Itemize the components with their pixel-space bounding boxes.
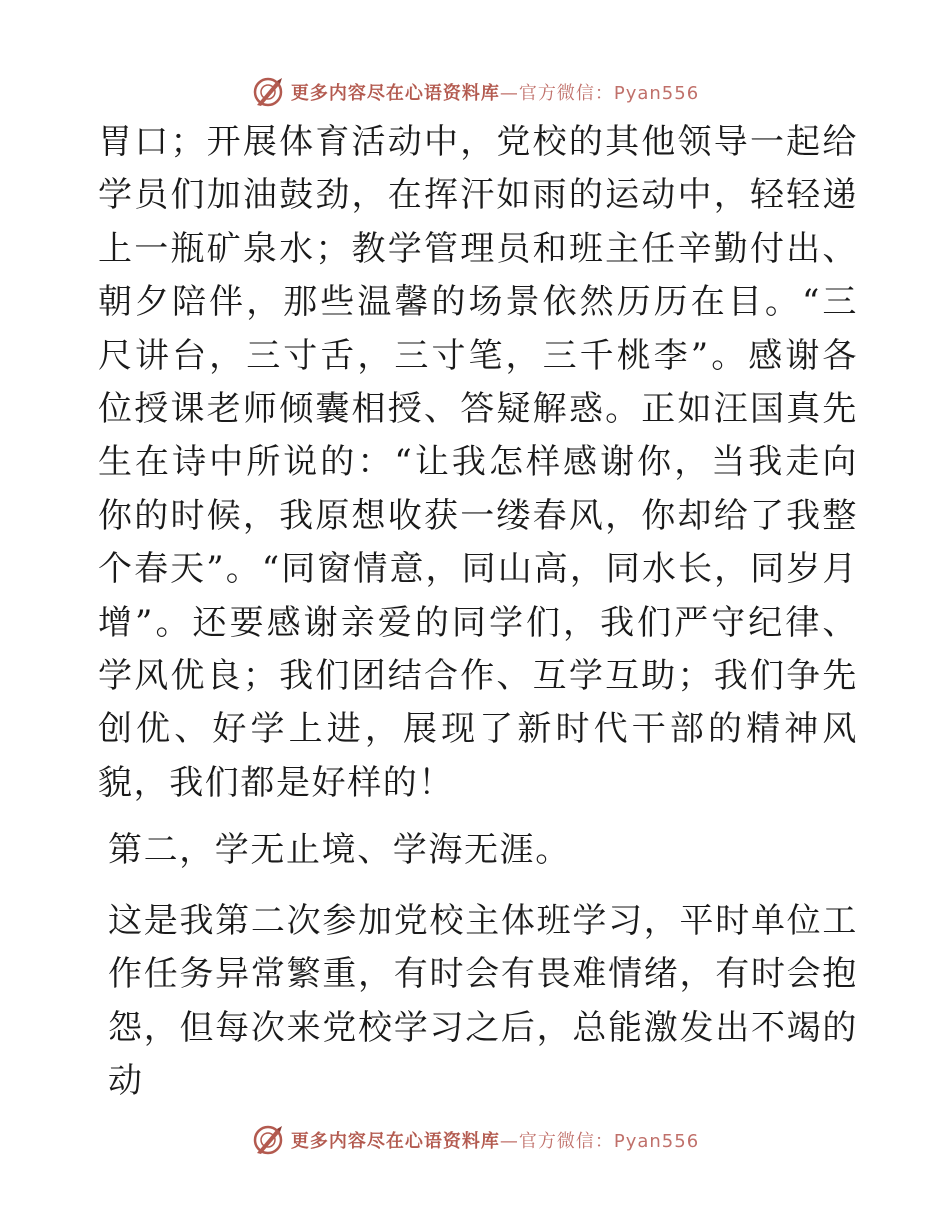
quill-logo-icon [251, 1123, 285, 1157]
paragraph-3: 这是我第二次参加党校主体班学习，平时单位工作任务异常繁重，有时会有畏难情绪，有时会抱怨，但每次来党校学习之后，总能激发出不竭的动 [108, 900, 858, 1101]
watermark-text [291, 79, 699, 105]
quill-logo-icon [251, 75, 285, 109]
section-heading: 第二，学无止境、学海无涯。 [108, 830, 571, 871]
document-body [98, 116, 858, 1108]
paragraph-1: 胃口；开展体育活动中，党校的其他领导一起给学员们加油鼓劲，在挥汗如雨的运动中，轻轻递上一瓶矿泉水；教学管理员和班主任辛勤付出、朝夕陪伴，那些温馨的场景依然历历在目。“三尺讲台，三寸舌，三寸笔，三千桃李”。感谢各位授课老师倾囊相授、答疑解惑。正如汪国真先生在诗中所说的：“让我怎样感谢你，当我走向你的时候，我原想收获一缕春风，你却给了我整个春天”。“同窗情意，同山高，同水长，同岁月增”。还要感谢亲爱的同学们，我们严守纪律、学风优良；我们团结合作、互学互助；我们争先创优、好学上进，展现了新时代干部的精神风貌，我们都是好样的！ [98, 122, 858, 803]
watermark-text [291, 1127, 699, 1153]
watermark-main: 更多内容尽在心语资料库 [290, 83, 500, 104]
footer-watermark [0, 1120, 950, 1160]
header-watermark [0, 72, 950, 112]
watermark-sub: 官方微信：Pyan556 [518, 1131, 700, 1152]
watermark-main: 更多内容尽在心语资料库 [290, 1131, 500, 1152]
watermark-dash: — [499, 83, 519, 104]
watermark-dash: — [499, 1131, 519, 1152]
watermark-sub: 官方微信：Pyan556 [518, 83, 700, 104]
